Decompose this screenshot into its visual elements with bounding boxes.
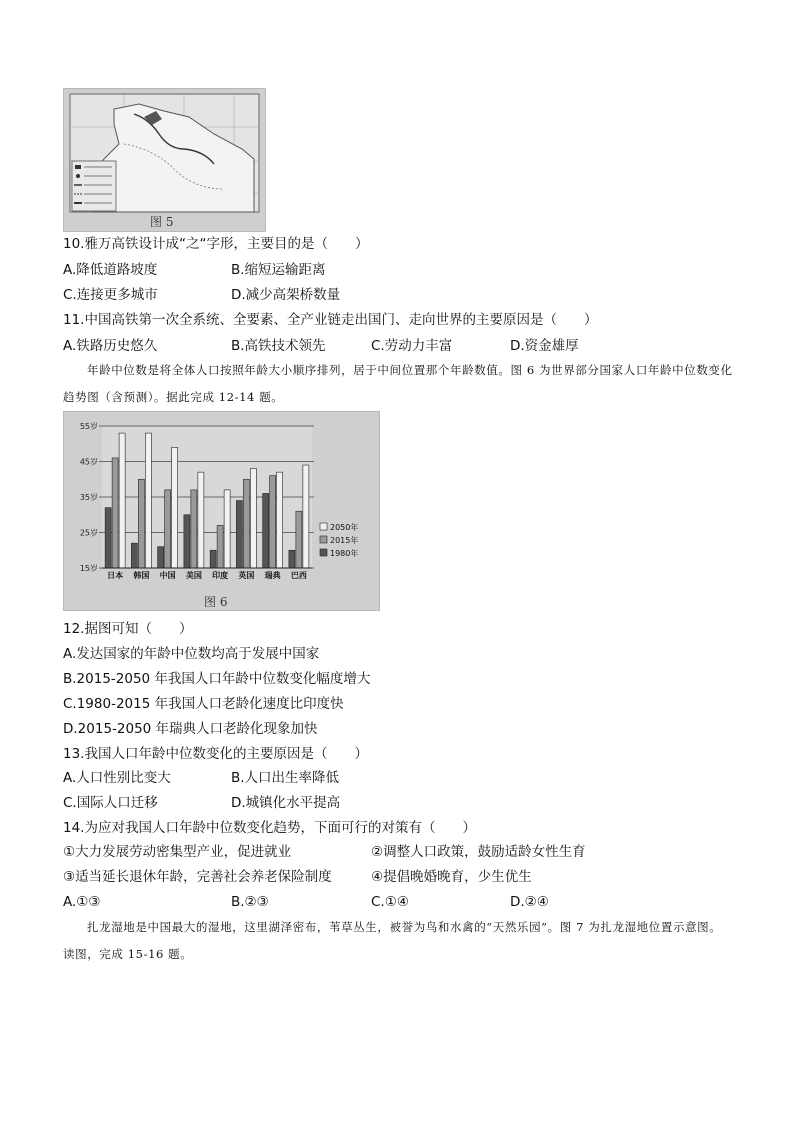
figure-5-caption: 图 5 bbox=[150, 215, 174, 229]
y-tick-label: 15岁 bbox=[79, 564, 98, 573]
bar-2050年 bbox=[277, 472, 283, 568]
question-11-option-b: B.高铁技术领先 bbox=[231, 338, 326, 354]
bar-2050年 bbox=[172, 447, 178, 568]
bar-2015年 bbox=[138, 479, 144, 568]
legend-label: 2015年 bbox=[330, 536, 359, 545]
x-category-label: 中国 bbox=[159, 571, 176, 580]
question-13-option-b: B.人口出生率降低 bbox=[231, 770, 340, 786]
legend-swatch-2050年 bbox=[320, 523, 327, 530]
question-10-option-d: D.减少高架桥数量 bbox=[231, 287, 341, 303]
y-tick-label: 25岁 bbox=[79, 528, 98, 538]
bar-1980年 bbox=[131, 543, 137, 568]
bar-2050年 bbox=[145, 433, 151, 568]
question-12-option-c: C.1980-2015 年我国人口老龄化速度比印度快 bbox=[63, 696, 344, 712]
question-14-item-2: ②调整人口政策，鼓励适龄女性生育 bbox=[371, 844, 586, 860]
question-12-option-b: B.2015-2050 年我国人口年龄中位数变化幅度增大 bbox=[63, 671, 371, 687]
question-11-option-d: D.资金雄厚 bbox=[510, 338, 579, 354]
question-14-item-4: ④提倡晚婚晚育，少生优生 bbox=[371, 869, 532, 885]
question-12-option-a: A.发达国家的年龄中位数均高于发展中国家 bbox=[63, 646, 320, 662]
x-category-label: 韩国 bbox=[133, 571, 150, 580]
bar-1980年 bbox=[289, 550, 295, 568]
question-12-stem: 12.据图可知（ ） bbox=[63, 621, 193, 637]
bar-1980年 bbox=[263, 493, 269, 568]
x-category-label: 日本 bbox=[107, 571, 124, 580]
bar-2015年 bbox=[270, 476, 276, 568]
bar-2050年 bbox=[250, 469, 256, 568]
question-10-option-b: B.缩短运输距离 bbox=[231, 262, 326, 278]
question-11-stem: 11.中国高铁第一次全系统、全要素、全产业链走出国门、走向世界的主要原因是（ ） bbox=[63, 312, 598, 328]
bar-1980年 bbox=[210, 550, 216, 568]
passage-zhalong-wetland: 扎龙湿地是中国最大的湿地，这里湖泽密布，苇草丛生，被誉为鸟和水禽的“天然乐园”。图 7 为扎龙湿地位置示意图。读图，完成 15-16 题。 bbox=[63, 920, 722, 961]
question-14-option-d: D.②④ bbox=[510, 894, 549, 910]
bar-2050年 bbox=[303, 465, 309, 568]
legend-label: 2050年 bbox=[330, 523, 359, 532]
figure-5-map-drawing bbox=[64, 89, 265, 231]
legend-label: 1980年 bbox=[330, 549, 359, 558]
bar-1980年 bbox=[105, 508, 111, 568]
question-13-option-a: A.人口性别比变大 bbox=[63, 770, 171, 786]
x-category-label: 美国 bbox=[185, 571, 202, 580]
x-category-label: 英国 bbox=[238, 571, 255, 580]
question-10-stem: 10.雅万高铁设计成“之“字形，主要目的是（ ） bbox=[63, 236, 369, 252]
bar-2015年 bbox=[296, 511, 302, 568]
question-10-option-a: A.降低道路坡度 bbox=[63, 262, 158, 278]
question-11-option-a: A.铁路历史悠久 bbox=[63, 338, 158, 354]
passage-age-median: 年龄中位数是将全体人口按照年龄大小顺序排列，居于中间位置那个年龄数值。图 6 为世界部分国家人口年龄中位数变化趋势图（含预测）。据此完成 12-14 题。 bbox=[63, 363, 733, 404]
question-14-option-a: A.①③ bbox=[63, 894, 101, 910]
figure-6-chart bbox=[63, 411, 380, 611]
figure-6-caption: 图 6 bbox=[204, 595, 228, 609]
legend-swatch-1980年 bbox=[320, 549, 327, 556]
question-14-item-1: ①大力发展劳动密集型产业，促进就业 bbox=[63, 844, 292, 860]
bar-1980年 bbox=[184, 515, 190, 568]
x-category-label: 印度 bbox=[212, 571, 229, 580]
bar-2015年 bbox=[165, 490, 171, 568]
bar-2050年 bbox=[224, 490, 230, 568]
question-12-option-d: D.2015-2050 年瑞典人口老龄化现象加快 bbox=[63, 721, 318, 737]
figure-5-map bbox=[63, 88, 266, 232]
y-tick-label: 35岁 bbox=[79, 493, 98, 502]
bar-2050年 bbox=[198, 472, 204, 568]
question-14-stem: 14.为应对我国人口年龄中位数变化趋势，下面可行的对策有（ ） bbox=[63, 820, 476, 836]
question-14-option-c: C.①④ bbox=[371, 894, 409, 910]
question-13-option-c: C.国际人口迁移 bbox=[63, 795, 158, 811]
y-tick-label: 55岁 bbox=[79, 422, 98, 431]
bar-1980年 bbox=[158, 547, 164, 568]
legend-swatch-2015年 bbox=[320, 536, 327, 543]
x-category-label: 巴西 bbox=[290, 571, 307, 580]
x-category-label: 瑞典 bbox=[264, 571, 281, 580]
question-11-option-c: C.劳动力丰富 bbox=[371, 338, 453, 354]
bar-2015年 bbox=[191, 490, 197, 568]
bar-2015年 bbox=[112, 458, 118, 568]
y-tick-label: 45岁 bbox=[79, 457, 98, 467]
bar-1980年 bbox=[236, 501, 242, 568]
question-10-option-c: C.连接更多城市 bbox=[63, 287, 158, 303]
bar-2015年 bbox=[217, 525, 223, 568]
bar-2015年 bbox=[243, 479, 249, 568]
question-14-item-3: ③适当延长退休年龄，完善社会养老保险制度 bbox=[63, 869, 332, 885]
question-13-stem: 13.我国人口年龄中位数变化的主要原因是（ ） bbox=[63, 746, 368, 762]
median-age-bar-chart bbox=[64, 412, 379, 610]
question-14-option-b: B.②③ bbox=[231, 894, 269, 910]
bar-2050年 bbox=[119, 433, 125, 568]
question-13-option-d: D.城镇化水平提高 bbox=[231, 795, 341, 811]
